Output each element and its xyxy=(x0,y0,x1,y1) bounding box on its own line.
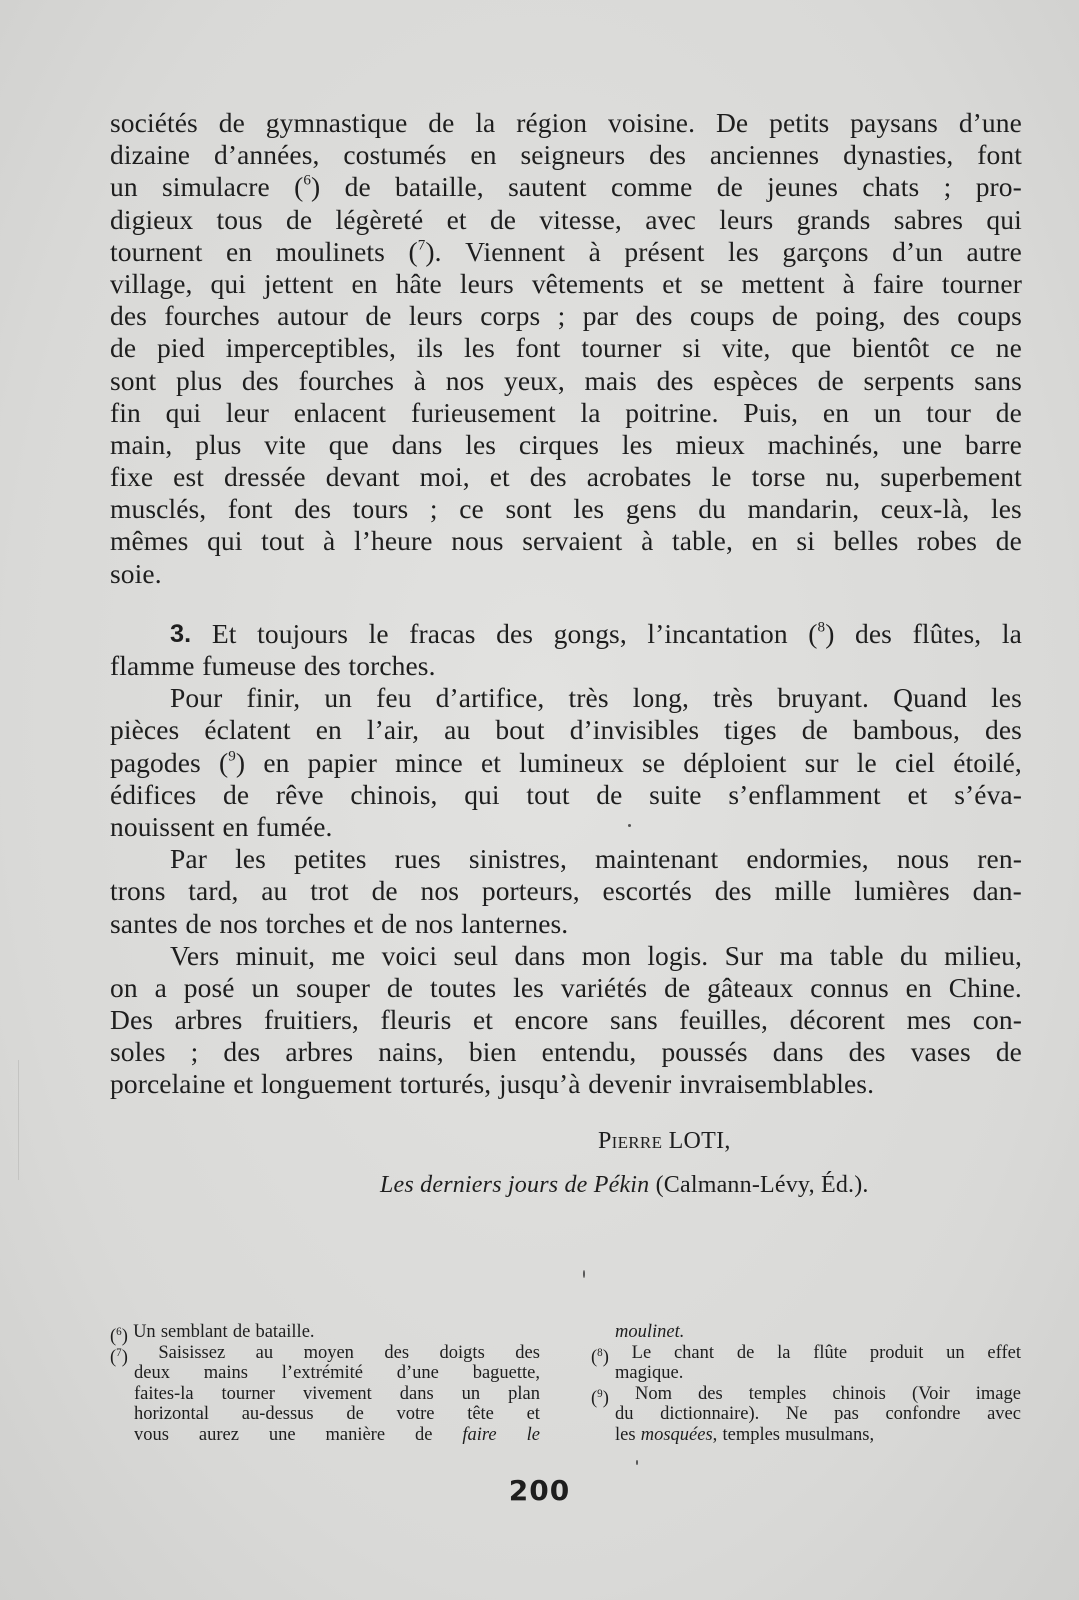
text-line: sont plus des fourches à nos yeux, mais des espèces de serpents sans xyxy=(110,364,1022,396)
section-number: 3. xyxy=(170,619,192,648)
footnote-line: ($^8$) Le chant de la flûte produit un effet xyxy=(591,1342,1021,1368)
text-line: flamme fumeuse des torches. xyxy=(110,650,436,681)
print-speck xyxy=(628,824,631,827)
text-line: santes de nos torches et de nos lanternes. xyxy=(110,907,569,939)
footnote-line: moulinet. xyxy=(615,1322,685,1342)
text-line: Par les petites rues sinistres, maintenant endormies, nous ren- xyxy=(170,843,1022,875)
footnote-line: magique. xyxy=(615,1363,684,1384)
print-speck xyxy=(636,1460,638,1465)
text-line: pièces éclatent en l’air, au bout d’invisibles tiges de bambous, des xyxy=(110,714,1022,746)
text-line: on a posé un souper de toutes les variétés de gâteaux connus en Chine. xyxy=(110,971,1022,1003)
footnotes-right-column xyxy=(591,1322,1021,1446)
text-line: musclés, font des tours ; ce sont les gens du mandarin, ceux-là, les xyxy=(110,493,1022,525)
text-line: digieux tous de légèreté et de vitesse, avec leurs grands sabres qui xyxy=(110,203,1022,235)
print-speck xyxy=(583,1270,585,1278)
footnote-reference: 6 xyxy=(303,173,312,190)
footnotes-left-column xyxy=(110,1322,540,1446)
footnote-line: faites-la tourner vivement dans un plan xyxy=(134,1383,540,1404)
text-line: Vers minuit, me voici seul dans mon logis. Sur ma table du milieu, xyxy=(170,939,1022,971)
margin-mark xyxy=(18,1060,19,1180)
footnote-line: vous aurez une manière de faire le xyxy=(134,1424,540,1445)
text-line: édifices de rêve chinois, qui tout de suite s’enflamment et s’éva- xyxy=(110,778,1022,810)
text-line: fixe est dressée devant moi, et des acrobates le torse nu, superbement xyxy=(110,461,1022,493)
text-line: dizaine d’années, costumés en seigneurs des anciennes dynasties, font xyxy=(110,139,1022,171)
source-citation xyxy=(380,1172,869,1199)
text-line: sociétés de gymnastique de la région voisine. De petits paysans d’une xyxy=(110,107,1022,138)
footnote-line: ($^7$) Saisissez au moyen des doigts des xyxy=(110,1342,540,1368)
author-signature xyxy=(598,1128,731,1155)
footnote-line: les mosquées, temples musulmans, xyxy=(615,1424,875,1445)
text-line: village, qui jettent en hâte leurs vêtements et se mettent à faire tourner xyxy=(110,267,1022,299)
text-line: porcelaine et longuement torturés, jusqu’à devenir invraisemblables. xyxy=(110,1068,875,1100)
text-line: pagodes ($^9$) en papier mince et lumineux se déploient sur le ciel étoilé, xyxy=(110,746,1022,778)
text-line: soie. xyxy=(110,557,162,589)
page-number: 200 xyxy=(508,1474,571,1507)
paragraph-gap xyxy=(110,590,1022,618)
footnote-line: deux mains l’extrémité d’une baguette, xyxy=(134,1363,540,1384)
text-line: Pour finir, un feu d’artifice, très long, très bruyant. Quand les xyxy=(170,682,1022,714)
text-line: soles ; des arbres nains, bien entendu, poussés dans des vases de xyxy=(110,1036,1022,1068)
footnote-line: du dictionnaire). Ne pas confondre avec xyxy=(615,1404,1021,1425)
text-line: mêmes qui tout à l’heure nous servaient à table, en si belles robes de xyxy=(110,525,1022,557)
work-title: Les derniers jours de Pékin xyxy=(380,1172,650,1198)
footnote-line: ($^9$) Nom des temples chinois (Voir image xyxy=(591,1383,1021,1409)
publisher: (Calmann-Lévy, Éd.). xyxy=(655,1172,869,1198)
author-last-name: LOTI, xyxy=(668,1128,731,1154)
body-text xyxy=(110,107,1022,1101)
text-line: tournent en moulinets ($^7$). Viennent à présent les garçons d’un autre xyxy=(110,235,1022,267)
footnote-line: horizontal au-dessus de votre tête et xyxy=(134,1404,540,1425)
text-line: des fourches autour de leurs corps ; par des coups de poing, des coups xyxy=(110,300,1022,332)
text-line: Des arbres fruitiers, fleuris et encore sans feuilles, décorent mes con- xyxy=(110,1004,1022,1036)
footnote-reference: 9 xyxy=(228,748,236,765)
text-line: main, plus vite que dans les cirques les mieux machinés, une barre xyxy=(110,428,1022,460)
text-line: un simulacre ($^6$) de bataille, sautent comme de jeunes chats ; pro- xyxy=(110,171,1022,203)
text-line: 3. Et toujours le fracas des gongs, l’incantation ($^8$) des flûtes, la xyxy=(170,617,1022,649)
footnote-reference: 7 xyxy=(417,237,426,254)
text-line: fin qui leur enlacent furieusement la poitrine. Puis, en un tour de xyxy=(110,396,1022,428)
author-first-name: Pierre xyxy=(598,1128,663,1154)
footnote-reference: 8 xyxy=(817,619,826,636)
text-line: de pied imperceptibles, ils les font tourner si vite, que bientôt ce ne xyxy=(110,332,1022,364)
text-line: trons tard, au trot de nos porteurs, escortés des mille lumières dan- xyxy=(110,875,1022,907)
footnote-line: ($^6$) Un semblant de bataille. xyxy=(110,1322,315,1347)
text-line: nouissent en fumée. xyxy=(110,810,333,842)
